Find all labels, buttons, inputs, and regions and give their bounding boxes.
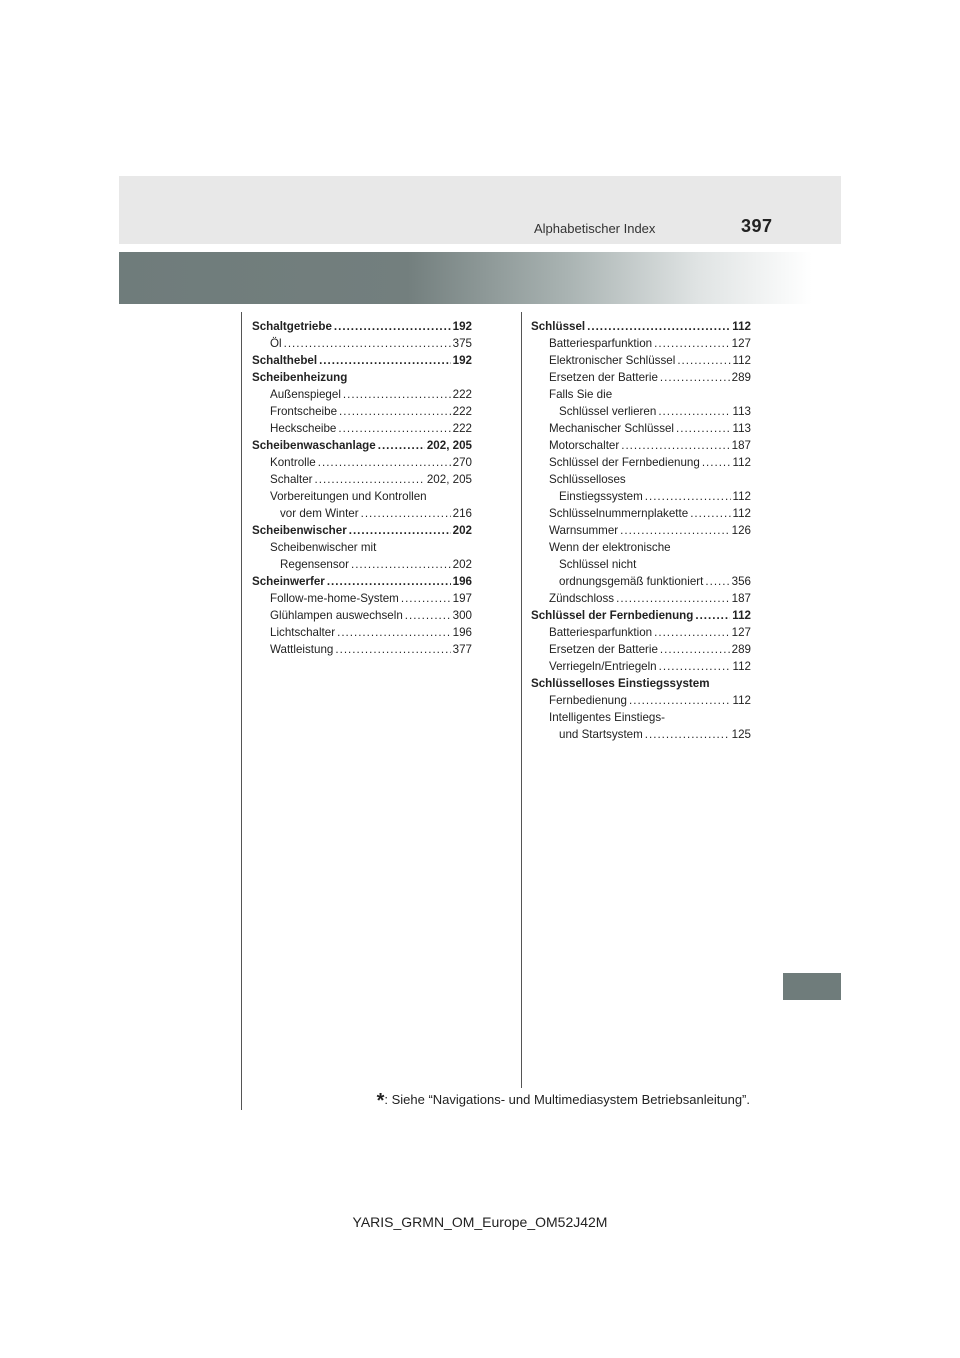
index-entry-pages: 112: [732, 354, 751, 367]
index-entry-label: Schlüssel: [531, 320, 586, 333]
index-entry: [531, 403, 751, 420]
index-entry-label: Schlüsselnummernplakette: [549, 507, 689, 520]
index-entry-pages: 113: [732, 405, 751, 418]
index-entry: [252, 335, 472, 352]
index-entry-pages: 222: [452, 388, 472, 401]
leader-dots: [334, 318, 451, 335]
index-entry: [531, 471, 751, 488]
index-entry: [531, 607, 751, 624]
index-entry-label: vor dem Winter: [280, 507, 359, 520]
leader-dots: [315, 471, 425, 488]
leader-dots: [629, 692, 731, 709]
index-entry-label: Wenn der elektronische: [549, 541, 671, 554]
index-entry: [252, 386, 472, 403]
index-entry-label: Schalter: [270, 473, 313, 486]
index-entry: [531, 675, 751, 692]
index-entry: [531, 437, 751, 454]
index-entry: [531, 624, 751, 641]
index-entry-label: Scheibenwischer mit: [270, 541, 377, 554]
index-entry-label: Falls Sie die: [549, 388, 613, 401]
index-entry-label: Fernbedienung: [549, 694, 627, 707]
index-entry-pages: 196: [452, 626, 472, 639]
chapter-side-tab: [783, 973, 841, 1000]
index-entry-label: Heckscheibe: [270, 422, 337, 435]
leader-dots: [676, 420, 731, 437]
footnote-marker: *: [376, 1090, 385, 1112]
index-entry-pages: 202: [452, 524, 472, 537]
leader-dots: [654, 335, 730, 352]
index-entry-label: Schlüsselloses: [549, 473, 626, 486]
leader-dots: [339, 403, 451, 420]
column-divider: [521, 312, 522, 1088]
index-column-left: [252, 318, 472, 658]
index-entry: [252, 607, 472, 624]
index-entry-pages: 112: [732, 507, 751, 520]
index-entry-label: Intelligentes Einstiegs-: [549, 711, 665, 724]
index-entry-label: Schlüssel der Fernbedienung: [549, 456, 700, 469]
index-entry-label: Regensensor: [280, 558, 349, 571]
index-entry-label: Kontrolle: [270, 456, 316, 469]
index-entry: [531, 573, 751, 590]
index-entry-pages: 112: [732, 694, 751, 707]
index-entry-pages: 192: [452, 354, 472, 367]
index-entry: [252, 624, 472, 641]
index-entry: [531, 658, 751, 675]
index-entry-pages: 202: [452, 558, 472, 571]
index-entry-label: und Startsystem: [559, 728, 643, 741]
index-entry-label: Batteriesparfunktion: [549, 337, 653, 350]
leader-dots: [695, 607, 730, 624]
index-entry-pages: 112: [732, 320, 751, 333]
index-entry: [252, 454, 472, 471]
index-entry-label: Schaltgetriebe: [252, 320, 332, 333]
index-entry-pages: 112: [732, 490, 751, 503]
index-entry: [252, 539, 472, 556]
leader-dots: [349, 522, 451, 539]
leader-dots: [351, 556, 451, 573]
index-entry: [531, 539, 751, 556]
leader-dots: [405, 607, 451, 624]
index-entry-pages: 222: [452, 422, 472, 435]
index-entry: [531, 420, 751, 437]
leader-dots: [343, 386, 451, 403]
index-entry: [252, 471, 472, 488]
index-entry-label: Schlüssel verlieren: [559, 405, 657, 418]
index-entry-pages: 112: [732, 456, 751, 469]
index-entry-label: Follow-me-home-System: [270, 592, 399, 605]
index-entry-label: Glühlampen auswechseln: [270, 609, 403, 622]
index-entry-label: Scheinwerfer: [252, 575, 325, 588]
index-entry-label: Motorschalter: [549, 439, 620, 452]
index-entry-pages: 216: [452, 507, 472, 520]
index-entry-pages: 196: [452, 575, 472, 588]
index-entry-label: Einstiegssystem: [559, 490, 643, 503]
index-entry-pages: 222: [452, 405, 472, 418]
page-number: 397: [741, 216, 773, 236]
index-entry-label: Elektronischer Schlüssel: [549, 354, 676, 367]
index-entry: [531, 641, 751, 658]
index-entry: [252, 437, 472, 454]
leader-dots: [654, 624, 730, 641]
index-entry-pages: 300: [452, 609, 472, 622]
index-entry: [531, 692, 751, 709]
gradient-banner: [119, 252, 841, 304]
leader-dots: [677, 352, 730, 369]
index-entry-pages: 375: [452, 337, 472, 350]
leader-dots: [327, 573, 451, 590]
leader-dots: [660, 641, 730, 658]
index-entry-pages: 112: [732, 609, 751, 622]
leader-dots: [660, 369, 730, 386]
index-entry-pages: 112: [732, 660, 751, 673]
leader-dots: [284, 335, 451, 352]
index-entry-label: Schlüsselloses Einstiegssystem: [531, 677, 710, 690]
leader-dots: [337, 624, 451, 641]
index-entry: [252, 505, 472, 522]
index-entry-pages: 127: [731, 626, 751, 639]
index-entry: [252, 318, 472, 335]
left-column-rule: [241, 312, 242, 1110]
index-entry-label: Verriegeln/Entriegeln: [549, 660, 657, 673]
index-entry: [252, 641, 472, 658]
leader-dots: [702, 454, 731, 471]
index-entry: [531, 352, 751, 369]
index-entry: [531, 318, 751, 335]
leader-dots: [361, 505, 451, 522]
index-entry-label: Scheibenwischer: [252, 524, 347, 537]
document-code: YARIS_GRMN_OM_Europe_OM52J42M: [352, 1214, 608, 1230]
leader-dots: [645, 488, 731, 505]
leader-dots: [658, 403, 730, 420]
index-entry-label: ordnungsgemäß funktioniert: [559, 575, 704, 588]
index-entry-label: Mechanischer Schlüssel: [549, 422, 675, 435]
section-title: Alphabetischer Index: [534, 221, 656, 236]
index-entry-label: Wattleistung: [270, 643, 334, 656]
index-entry-label: Ersetzen der Batterie: [549, 643, 658, 656]
index-entry-label: Scheibenheizung: [252, 371, 348, 384]
leader-dots: [378, 437, 425, 454]
index-entry-label: Schlüssel nicht: [559, 558, 637, 571]
index-entry-pages: 202, 205: [426, 473, 472, 486]
index-entry: [252, 590, 472, 607]
index-entry: [252, 403, 472, 420]
index-entry-pages: 127: [731, 337, 751, 350]
index-entry-label: Frontscheibe: [270, 405, 338, 418]
index-entry: [531, 522, 751, 539]
index-entry-label: Öl: [270, 337, 282, 350]
leader-dots: [659, 658, 731, 675]
index-entry-label: Vorbereitungen und Kontrollen: [270, 490, 427, 503]
index-entry: [531, 488, 751, 505]
index-entry: [252, 420, 472, 437]
index-entry-label: Außenspiegel: [270, 388, 341, 401]
leader-dots: [690, 505, 730, 522]
index-entry-pages: 202, 205: [426, 439, 472, 452]
index-entry: [531, 709, 751, 726]
leader-dots: [645, 726, 730, 743]
index-entry: [252, 556, 472, 573]
index-entry-label: Schalthebel: [252, 354, 318, 367]
leader-dots: [705, 573, 729, 590]
index-entry-pages: 125: [731, 728, 751, 741]
footnote: [377, 1090, 750, 1113]
leader-dots: [616, 590, 730, 607]
index-entry: [252, 573, 472, 590]
footnote-text: : Siehe “Navigations- und Multimediasystem Betriebsanleitung”.: [384, 1092, 750, 1107]
leader-dots: [401, 590, 451, 607]
index-entry: [531, 726, 751, 743]
leader-dots: [620, 522, 730, 539]
index-entry-label: Schlüssel der Fernbedienung: [531, 609, 694, 622]
leader-dots: [319, 352, 451, 369]
index-entry-pages: 356: [731, 575, 751, 588]
index-entry: [531, 369, 751, 386]
leader-dots: [587, 318, 730, 335]
index-entry-label: Batteriesparfunktion: [549, 626, 653, 639]
index-column-right: [531, 318, 751, 743]
index-entry: [531, 335, 751, 352]
index-entry-pages: 289: [731, 643, 751, 656]
index-entry-pages: 187: [731, 592, 751, 605]
index-entry-pages: 270: [452, 456, 472, 469]
index-entry: [252, 488, 472, 505]
index-entry: [531, 386, 751, 403]
index-entry-label: Scheibenwaschanlage: [252, 439, 376, 452]
index-entry: [531, 590, 751, 607]
index-entry: [252, 369, 472, 386]
index-entry-label: Warnsummer: [549, 524, 619, 537]
leader-dots: [621, 437, 729, 454]
index-entry: [531, 454, 751, 471]
index-entry-pages: 377: [452, 643, 472, 656]
index-entry: [531, 505, 751, 522]
index-entry-label: Ersetzen der Batterie: [549, 371, 658, 384]
index-entry-pages: 192: [452, 320, 472, 333]
index-entry-pages: 187: [731, 439, 751, 452]
index-entry-pages: 289: [731, 371, 751, 384]
index-entry-label: Lichtschalter: [270, 626, 336, 639]
index-entry-label: Zündschloss: [549, 592, 615, 605]
header-band: [119, 176, 841, 244]
leader-dots: [335, 641, 450, 658]
index-entry: [252, 352, 472, 369]
index-entry-pages: 197: [452, 592, 472, 605]
leader-dots: [338, 420, 450, 437]
index-entry: [531, 556, 751, 573]
index-entry-pages: 126: [731, 524, 751, 537]
index-entry-pages: 113: [732, 422, 751, 435]
leader-dots: [318, 454, 451, 471]
index-entry: [252, 522, 472, 539]
